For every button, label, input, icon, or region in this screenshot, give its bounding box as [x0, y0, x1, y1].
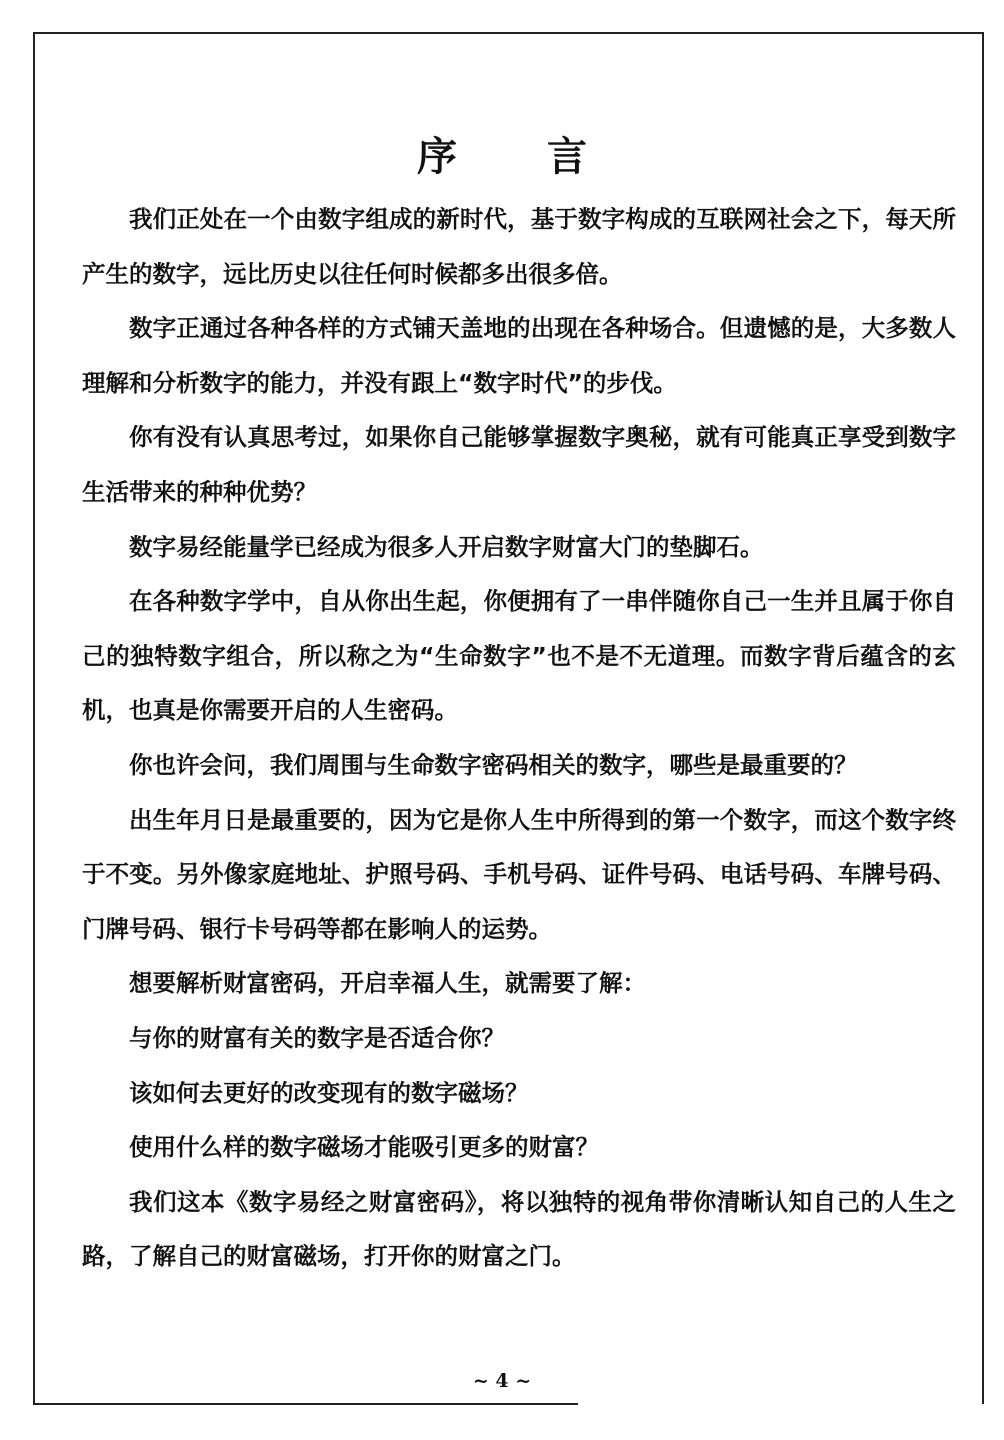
paragraph: 想要解析财富密码，开启幸福人生，就需要了解： — [129, 969, 646, 998]
paragraph: 你也许会问，我们周围与生命数字密码相关的数字，哪些是最重要的？ — [129, 750, 858, 779]
page-title: 序 言 — [417, 134, 625, 180]
paragraph: 数字易经能量学已经成为很多人开启数字财富大门的垫脚石。 — [129, 532, 764, 561]
paragraph: 使用什么样的数字磁场才能吸引更多的财富？ — [129, 1133, 599, 1162]
paragraph: 你有没有认真思考过，如果你自己能够掌握数字奥秘，就有可能真正享受到数字生活带来的种种优势？ — [82, 423, 956, 506]
paragraph: 数字正通过各种各样的方式铺天盖地的出现在各种场合。但遗憾的是，大多数人理解和分析数字的能力，并没有跟上“数字时代”的步伐。 — [82, 314, 956, 397]
paragraph: 我们这本《数字易经之财富密码》，将以独特的视角带你清晰认知自己的人生之路，了解自己的财富磁场，打开你的财富之门。 — [82, 1187, 956, 1271]
paragraph: 该如何去更好的改变现有的数字磁场？ — [129, 1078, 529, 1107]
bottom-rule — [33, 1403, 578, 1405]
paragraph: 出生年月日是最重要的，因为它是你人生中所得到的第一个数字，而这个数字终于不变。另外像家庭地址、护照号码、手机号码、证件号码、电话号码、车牌号码、门牌号码、银行卡号码等都在影响人的运势。 — [82, 805, 956, 943]
paragraph: 在各种数字学中，自从你出生起，你便拥有了一串伴随你自己一生并且属于你自己的独特数字组合，所以称之为“生命数字”也不是不无道理。而数字背后蕴含的玄机，也真是你需要开启的人生密码。 — [82, 587, 956, 725]
paragraph: 我们正处在一个由数字组成的新时代，基于数字构成的互联网社会之下，每天所产生的数字，远比历史以往任何时候都多出很多倍。 — [82, 205, 956, 288]
paragraph: 与你的财富有关的数字是否适合你？ — [129, 1023, 505, 1052]
page-number: ~ 4 ~ — [472, 1370, 532, 1392]
preface-body — [82, 192, 956, 1284]
